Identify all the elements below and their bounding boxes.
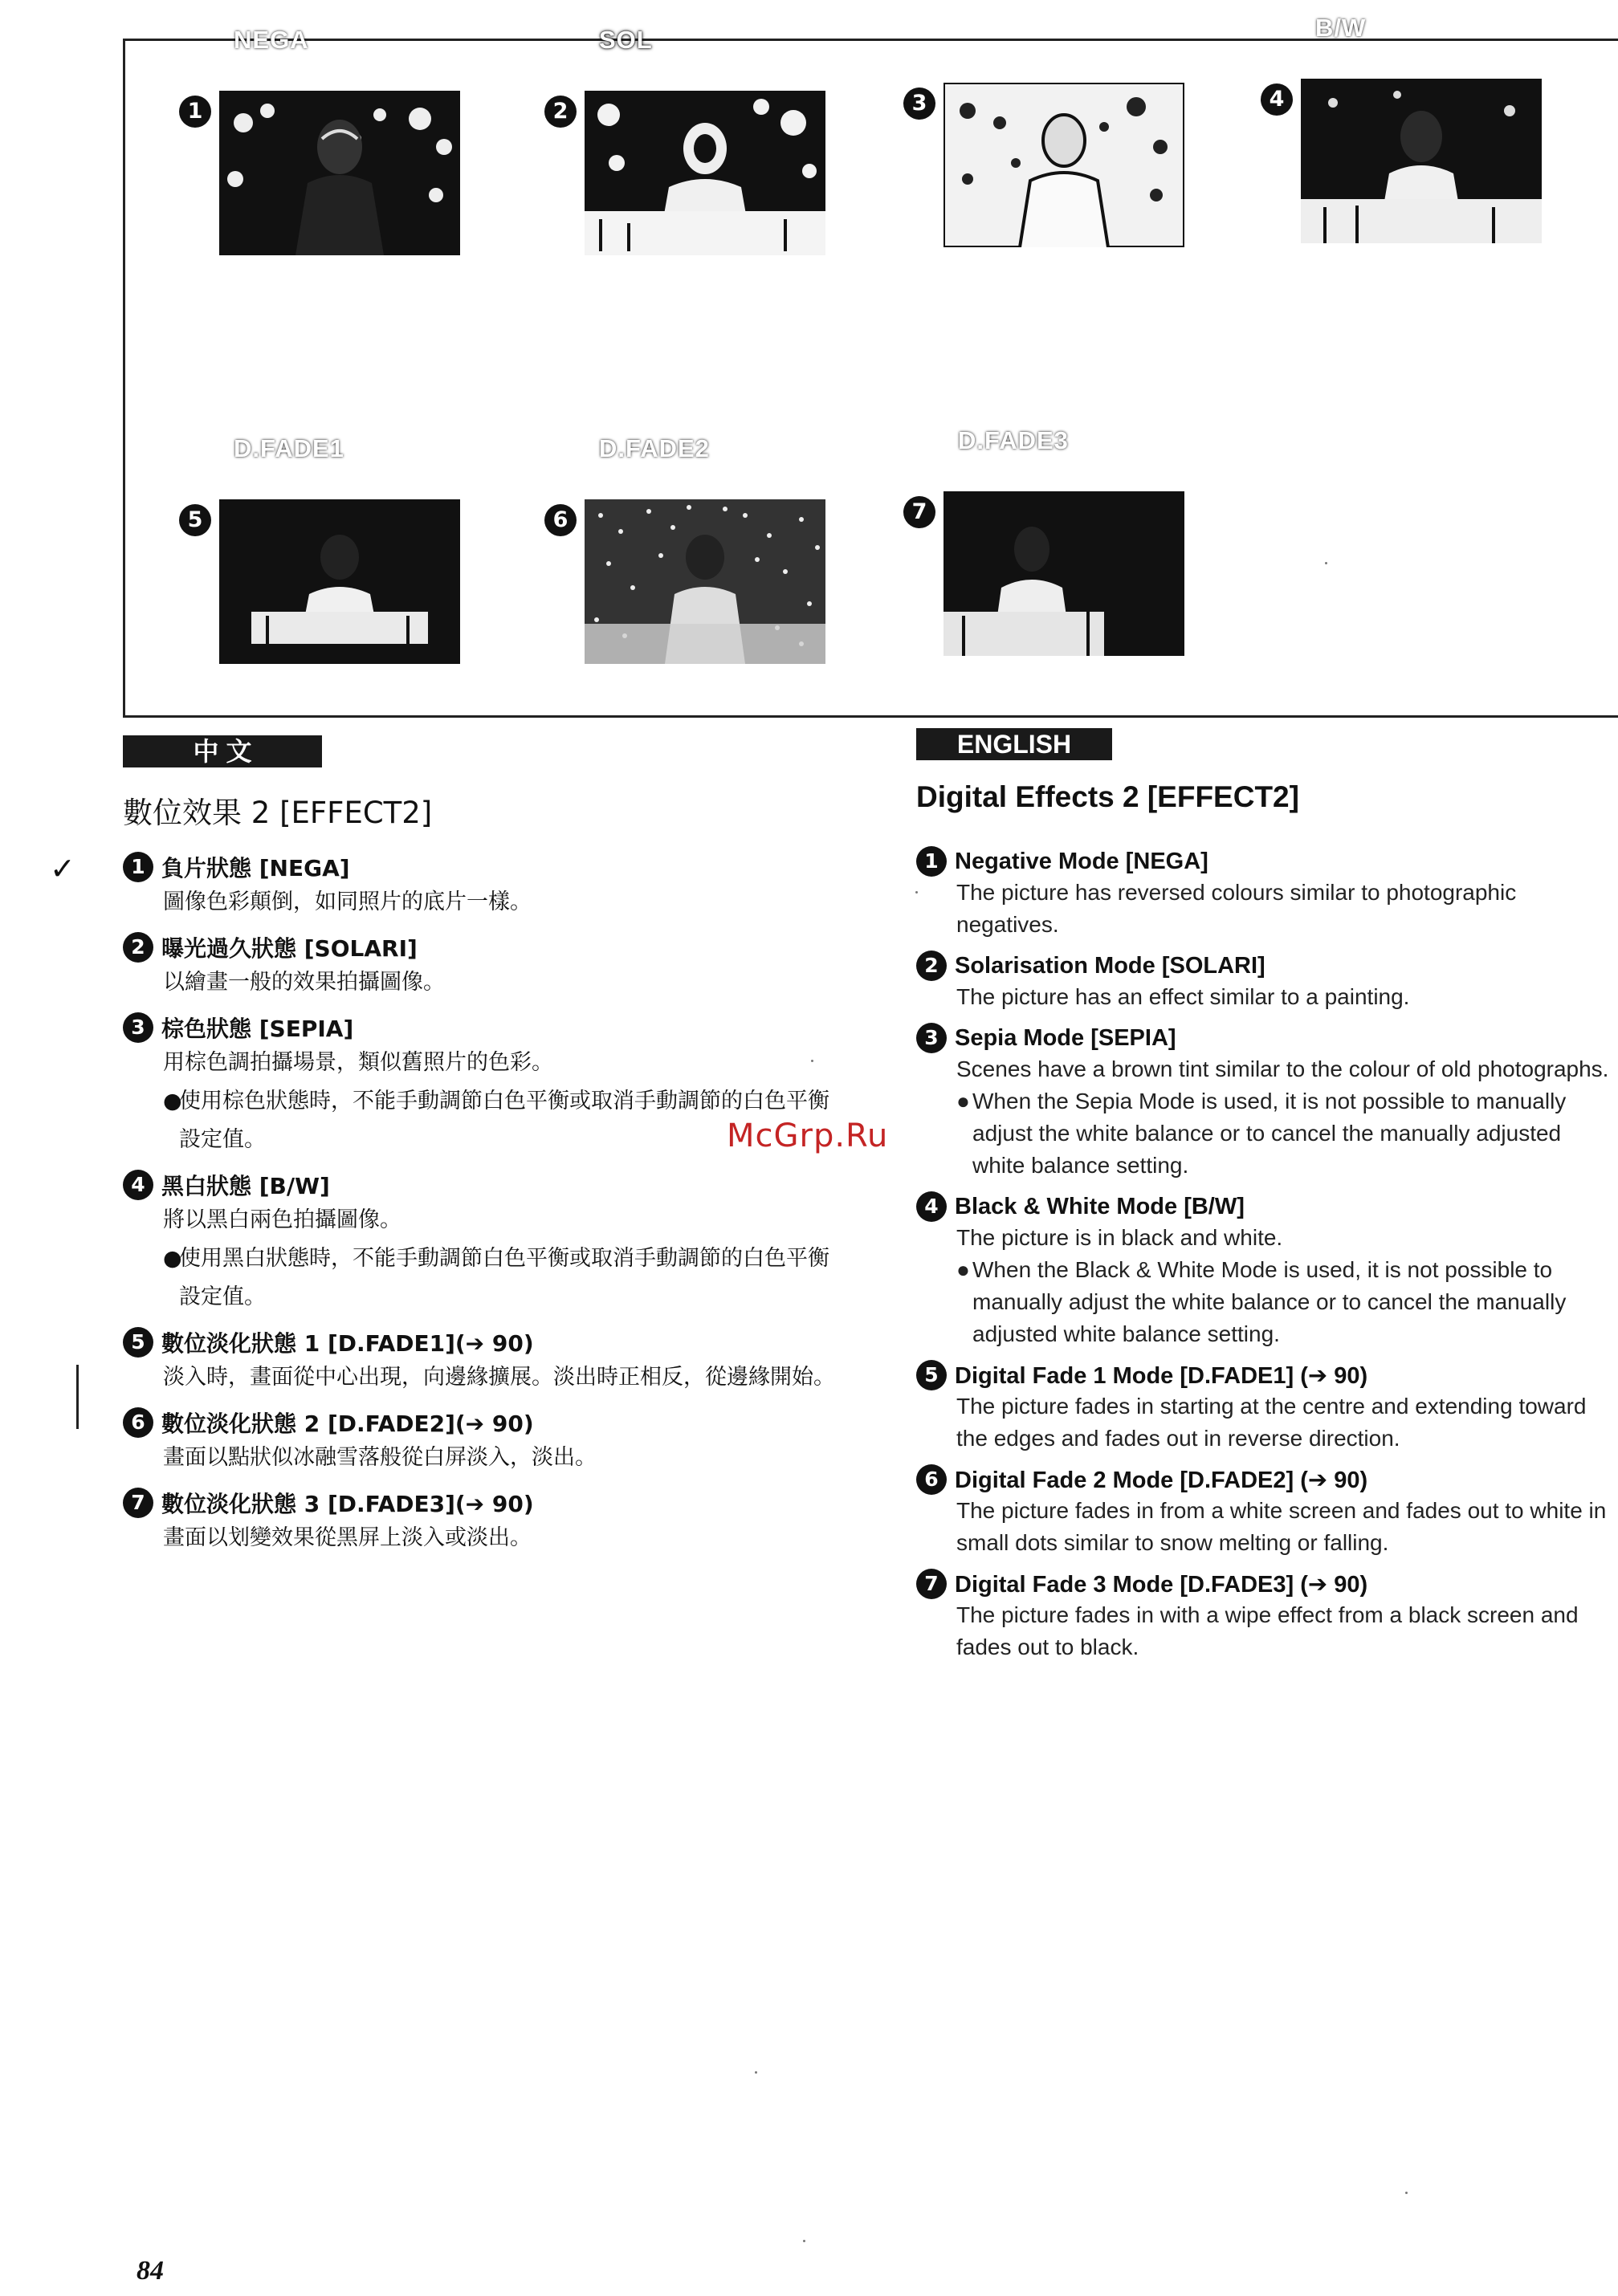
item-note	[956, 1254, 1615, 1350]
thumbnail-label: NEGA	[234, 26, 309, 54]
number-badge: 7	[123, 1488, 153, 1518]
item-description: 將以黑白兩色拍攝圖像。	[163, 1207, 401, 1232]
scan-speck	[811, 1060, 813, 1062]
item-description: Scenes have a brown tint similar to the colour of old photographs.	[956, 1056, 1609, 1081]
number-badge: 5	[916, 1360, 947, 1390]
number-badge: 1	[123, 852, 153, 882]
item-heading: 黑白狀態 [B/W]	[161, 1173, 330, 1199]
en-item-dfade2	[916, 1464, 1615, 1559]
en-item-dfade3	[916, 1569, 1615, 1663]
number-badge: 4	[123, 1170, 153, 1200]
scan-speck	[755, 2071, 757, 2074]
scan-speck	[1405, 2192, 1408, 2194]
thumbnail-label: B/W	[1315, 14, 1367, 42]
nega-picture	[219, 91, 460, 255]
bullet-icon: ●	[956, 1257, 970, 1282]
item-heading: Black & White Mode [B/W]	[955, 1193, 1245, 1219]
scan-speck	[803, 2240, 805, 2242]
number-badge: 1	[916, 846, 947, 877]
item-description: The picture has an effect similar to a painting.	[956, 984, 1410, 1009]
item-description: The picture is in black and white.	[956, 1225, 1283, 1250]
item-heading: Digital Fade 2 Mode [D.FADE2] (➔ 90)	[955, 1467, 1368, 1493]
scan-speck	[1325, 562, 1327, 564]
dfade3-picture	[943, 491, 1184, 656]
english-language-tag: ENGLISH	[916, 728, 1112, 760]
sepia-picture	[943, 83, 1184, 247]
item-description: 以繪畫一般的效果拍攝圖像。	[163, 970, 445, 995]
item-heading: 棕色狀態 [SEPIA]	[161, 1016, 354, 1042]
cn-item-solari	[123, 931, 846, 1002]
dfade2-picture	[585, 499, 825, 664]
number-badge: 3	[123, 1012, 153, 1043]
item-heading: 數位淡化狀態 3 [D.FADE3](➔ 90)	[161, 1491, 534, 1517]
en-item-dfade1	[916, 1360, 1615, 1455]
english-effects-list	[916, 846, 1615, 1673]
page-number: 84	[137, 2256, 164, 2286]
item-description: 畫面以划變效果從黑屏上淡入或淡出。	[163, 1525, 532, 1550]
bw-picture	[1301, 79, 1542, 243]
item-note	[163, 1240, 846, 1317]
chinese-effects-list	[123, 851, 846, 1567]
number-badge: 6	[544, 504, 577, 536]
solari-picture	[585, 91, 825, 255]
item-heading: Solarisation Mode [SOLARI]	[955, 952, 1265, 979]
en-item-solari	[916, 951, 1615, 1013]
item-description: The picture fades in from a white screen and fades out to white in small dots similar to snow melting or falling.	[956, 1498, 1607, 1555]
cn-item-bw	[123, 1169, 846, 1317]
number-badge: 4	[916, 1191, 947, 1222]
en-item-bw	[916, 1191, 1615, 1350]
chinese-language-tag: 中 文	[123, 735, 322, 767]
en-item-sepia	[916, 1023, 1615, 1182]
note-text: When the Sepia Mode is used, it is not possible to manually adjust the white balance or to cancel the manually adjusted white balance setting.	[972, 1089, 1567, 1178]
dfade1-picture	[219, 499, 460, 664]
bullet-icon: ●	[163, 1089, 182, 1113]
item-heading: Negative Mode [NEGA]	[955, 848, 1208, 874]
thumbnail-label: D.FADE3	[958, 426, 1069, 454]
item-description: The picture fades in with a wipe effect from a black screen and fades out to black.	[956, 1602, 1579, 1659]
number-badge: 2	[544, 96, 577, 128]
number-badge: 2	[916, 951, 947, 981]
item-heading: 數位淡化狀態 2 [D.FADE2](➔ 90)	[161, 1411, 534, 1437]
item-description: 用棕色調拍攝場景，類似舊照片的色彩。	[163, 1050, 553, 1075]
cn-item-nega	[123, 851, 846, 922]
number-badge: 1	[179, 96, 211, 128]
scan-speck	[915, 891, 918, 894]
number-badge: 3	[916, 1023, 947, 1053]
item-note	[956, 1085, 1615, 1182]
number-badge: 5	[123, 1327, 153, 1358]
watermark: McGrp.Ru	[727, 1117, 889, 1154]
thumbnail-label: D.FADE2	[599, 434, 710, 462]
note-text: 使用黑白狀態時，不能手動調節白色平衡或取消手動調節的白色平衡設定值。	[179, 1246, 829, 1309]
note-text: When the Black & White Mode is used, it is not possible to manually adjust the white balance or to cancel the manually adjusted white balance setting.	[972, 1257, 1567, 1346]
cn-item-dfade1	[123, 1326, 846, 1397]
cn-item-dfade3	[123, 1487, 846, 1557]
english-section-title: Digital Effects 2 [EFFECT2]	[916, 780, 1299, 813]
en-item-nega	[916, 846, 1615, 941]
bullet-icon: ●	[163, 1246, 182, 1271]
cn-item-dfade2	[123, 1407, 846, 1477]
number-badge: 2	[123, 932, 153, 963]
item-heading: 數位淡化狀態 1 [D.FADE1](➔ 90)	[161, 1330, 534, 1357]
number-badge: 7	[916, 1569, 947, 1599]
item-description: 圖像色彩顛倒，如同照片的底片一樣。	[163, 889, 532, 914]
chinese-section-title: 數位效果 2 [EFFECT2]	[123, 796, 433, 830]
number-badge: 6	[916, 1464, 947, 1495]
bullet-icon: ●	[956, 1089, 970, 1113]
item-heading: Digital Fade 3 Mode [D.FADE3] (➔ 90)	[955, 1571, 1368, 1598]
note-text: 使用棕色狀態時，不能手動調節白色平衡或取消手動調節的白色平衡設定值。	[179, 1089, 829, 1152]
item-description: 畫面以點狀似冰融雪落般從白屏淡入，淡出。	[163, 1445, 597, 1470]
item-heading: 曝光過久狀態 [SOLARI]	[161, 935, 418, 962]
margin-bar	[76, 1365, 79, 1429]
item-heading: Sepia Mode [SEPIA]	[955, 1024, 1176, 1051]
number-badge: 3	[903, 88, 935, 120]
item-heading: 負片狀態 [NEGA]	[161, 855, 350, 881]
number-badge: 7	[903, 496, 935, 528]
margin-tick-mark: ✓	[50, 851, 75, 886]
number-badge: 6	[123, 1407, 153, 1438]
item-description: The picture fades in starting at the centre and extending toward the edges and fades out in reverse direction.	[956, 1394, 1587, 1451]
number-badge: 4	[1261, 83, 1293, 116]
number-badge: 5	[179, 504, 211, 536]
item-description: 淡入時，畫面從中心出現，向邊緣擴展。淡出時正相反，從邊緣開始。	[163, 1365, 835, 1390]
item-description: The picture has reversed colours similar to photographic negatives.	[956, 880, 1517, 937]
item-heading: Digital Fade 1 Mode [D.FADE1] (➔ 90)	[955, 1362, 1368, 1389]
thumbnail-label: D.FADE1	[234, 434, 344, 462]
thumbnail-label: SOL	[599, 26, 653, 54]
